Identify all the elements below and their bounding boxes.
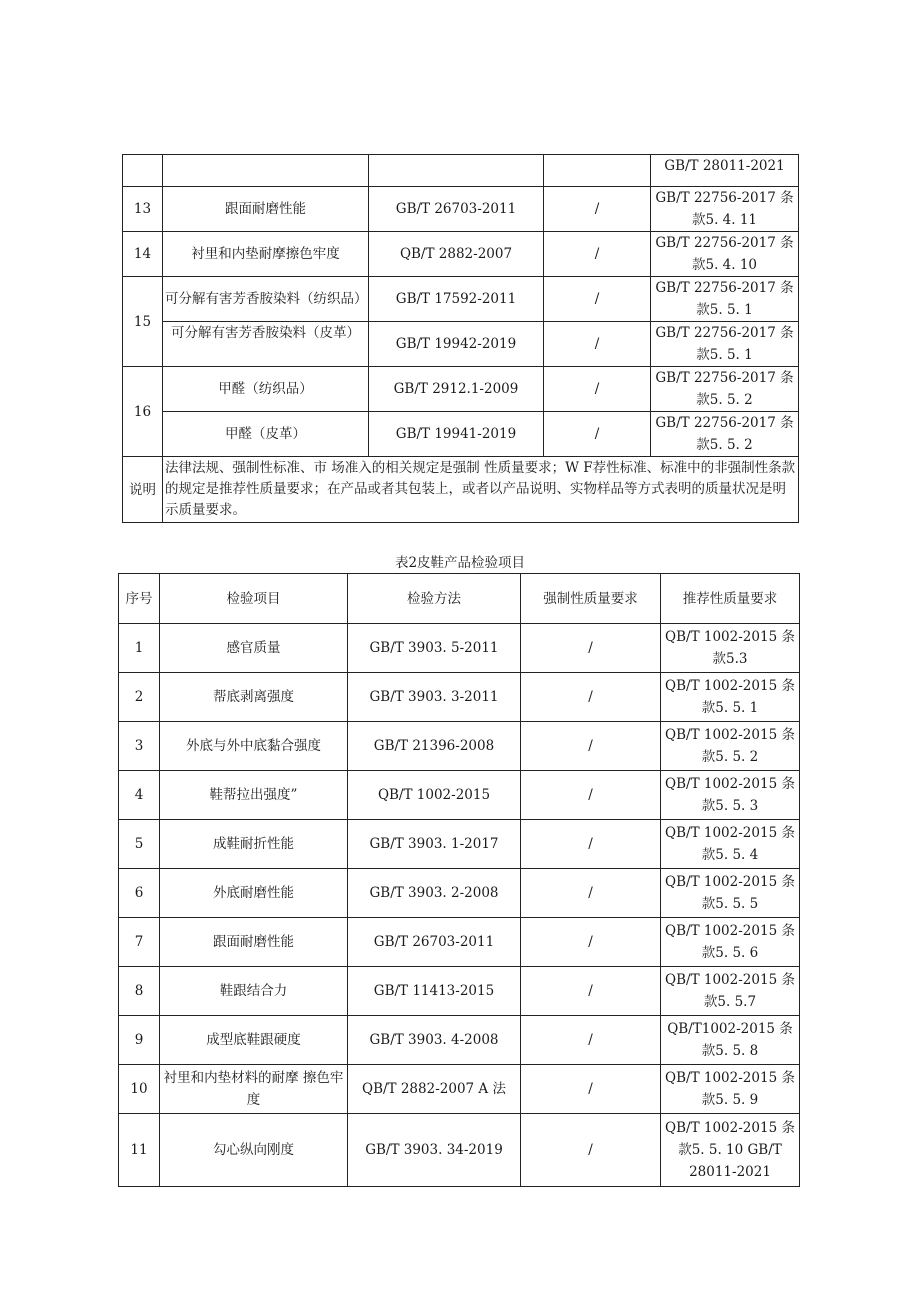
inspection-method: GB/T 26703-2011 — [348, 918, 521, 967]
mandatory-requirement: / — [544, 187, 651, 232]
inspection-method: GB/T 3903. 5-2011 — [348, 624, 521, 673]
inspection-method: GB/T 2912.1-2009 — [369, 367, 544, 412]
table-row — [119, 869, 800, 918]
inspection-method: GB/T 19941-2019 — [369, 412, 544, 457]
table-caption: 表2皮鞋产品检验项目 — [394, 555, 526, 571]
inspection-method: GB/T 26703-2011 — [369, 187, 544, 232]
inspection-method: QB/T 2882-2007 — [369, 232, 544, 277]
inspection-table-continued — [122, 154, 799, 523]
inspection-method: GB/T 21396-2008 — [348, 722, 521, 771]
inspection-method: GB/T 11413-2015 — [348, 967, 521, 1016]
inspection-item: 勾心纵向刚度 — [160, 1114, 348, 1187]
row-number: 8 — [119, 967, 160, 1016]
mandatory-requirement — [544, 155, 651, 187]
note-row — [123, 457, 799, 523]
inspection-item: 跟面耐磨性能 — [160, 918, 348, 967]
mandatory-requirement: / — [521, 624, 661, 673]
table-row — [119, 918, 800, 967]
mandatory-requirement: / — [521, 1114, 661, 1187]
inspection-method: GB/T 3903. 1-2017 — [348, 820, 521, 869]
inspection-item: 成鞋耐折性能 — [160, 820, 348, 869]
inspection-method: GB/T 3903. 4-2008 — [348, 1016, 521, 1065]
row-number: 5 — [119, 820, 160, 869]
header-recommended: 推荐性质量要求 — [661, 574, 800, 624]
inspection-method — [369, 155, 544, 187]
header-method: 检验方法 — [348, 574, 521, 624]
row-number: 2 — [119, 673, 160, 722]
mandatory-requirement: / — [521, 722, 661, 771]
inspection-method: GB/T 19942-2019 — [369, 322, 544, 367]
recommended-requirement: QB/T 1002-2015 条款5.3 — [661, 624, 800, 673]
recommended-requirement: QB/T 1002-2015 条款5. 5. 4 — [661, 820, 800, 869]
recommended-requirement: GB/T 22756-2017 条款5. 5. 1 — [651, 277, 799, 322]
mandatory-requirement: / — [544, 322, 651, 367]
row-number: 7 — [119, 918, 160, 967]
inspection-method: GB/T 3903. 2-2008 — [348, 869, 521, 918]
recommended-requirement: QB/T 1002-2015 条款5. 5. 3 — [661, 771, 800, 820]
row-number: 3 — [119, 722, 160, 771]
inspection-item: 可分解有害芳香胺染料（皮革） — [163, 322, 369, 367]
inspection-method: QB/T 2882-2007 A 法 — [348, 1065, 521, 1114]
table-row — [119, 820, 800, 869]
inspection-item: 帮底剥离强度 — [160, 673, 348, 722]
inspection-item: 甲醛（皮革） — [163, 412, 369, 457]
row-number — [123, 155, 163, 187]
inspection-item — [163, 155, 369, 187]
recommended-requirement: GB/T 22756-2017 条款5. 5. 1 — [651, 322, 799, 367]
mandatory-requirement: / — [521, 869, 661, 918]
mandatory-requirement: / — [521, 1065, 661, 1114]
inspection-method: GB/T 17592-2011 — [369, 277, 544, 322]
recommended-requirement: QB/T 1002-2015 条款5. 5. 1 — [661, 673, 800, 722]
table-row — [123, 232, 799, 277]
row-number: 11 — [119, 1114, 160, 1187]
mandatory-requirement: / — [521, 1016, 661, 1065]
inspection-item: 鞋帮拉出强度” — [160, 771, 348, 820]
row-number: 15 — [123, 277, 163, 367]
recommended-requirement: QB/T1002-2015 条款5. 5. 8 — [661, 1016, 800, 1065]
inspection-item: 衬里和内垫材料的耐摩 擦色牢度 — [160, 1065, 348, 1114]
inspection-item: 外底耐磨性能 — [160, 869, 348, 918]
inspection-item: 感官质量 — [160, 624, 348, 673]
table-row — [119, 771, 800, 820]
recommended-requirement: QB/T 1002-2015 条款5. 5. 2 — [661, 722, 800, 771]
table-row — [119, 673, 800, 722]
recommended-requirement: QB/T 1002-2015 条款5. 5. 6 — [661, 918, 800, 967]
table-row — [119, 1065, 800, 1114]
table-row — [123, 322, 799, 367]
row-number: 1 — [119, 624, 160, 673]
mandatory-requirement: / — [544, 412, 651, 457]
recommended-requirement: QB/T 1002-2015 条款5. 5. 10 GB/T 28011-2021 — [661, 1114, 800, 1187]
mandatory-requirement: / — [521, 967, 661, 1016]
table-row — [119, 722, 800, 771]
recommended-requirement: GB/T 22756-2017 条款5. 4. 10 — [651, 232, 799, 277]
inspection-item: 衬里和内垫耐摩擦色牢度 — [163, 232, 369, 277]
table-row — [123, 277, 799, 322]
inspection-item: 成型底鞋跟硬度 — [160, 1016, 348, 1065]
row-number: 16 — [123, 367, 163, 457]
recommended-requirement: GB/T 22756-2017 条款5. 4. 11 — [651, 187, 799, 232]
table-row — [123, 412, 799, 457]
inspection-method: GB/T 3903. 34-2019 — [348, 1114, 521, 1187]
inspection-item: 甲醛（纺织品） — [163, 367, 369, 412]
row-number: 13 — [123, 187, 163, 232]
inspection-item: 鞋跟结合力 — [160, 967, 348, 1016]
table-row — [119, 1114, 800, 1187]
inspection-item: 跟面耐磨性能 — [163, 187, 369, 232]
row-number: 6 — [119, 869, 160, 918]
mandatory-requirement: / — [544, 367, 651, 412]
mandatory-requirement: / — [521, 673, 661, 722]
row-number: 10 — [119, 1065, 160, 1114]
mandatory-requirement: / — [544, 277, 651, 322]
inspection-item: 外底与外中底黏合强度 — [160, 722, 348, 771]
recommended-requirement: QB/T 1002-2015 条款5. 5. 5 — [661, 869, 800, 918]
header-mandatory: 强制性质量要求 — [521, 574, 661, 624]
table-row — [119, 624, 800, 673]
recommended-requirement: QB/T 1002-2015 条款5. 5. 9 — [661, 1065, 800, 1114]
table-row — [123, 155, 799, 187]
inspection-item: 可分解有害芳香胺染料（纺织品） — [163, 277, 369, 322]
mandatory-requirement: / — [544, 232, 651, 277]
table-row — [119, 1016, 800, 1065]
inspection-method: GB/T 3903. 3-2011 — [348, 673, 521, 722]
mandatory-requirement: / — [521, 820, 661, 869]
mandatory-requirement: / — [521, 918, 661, 967]
row-number: 4 — [119, 771, 160, 820]
row-number: 14 — [123, 232, 163, 277]
header-number: 序号 — [119, 574, 160, 624]
table-row — [123, 367, 799, 412]
recommended-requirement: GB/T 28011-2021 — [651, 155, 799, 187]
recommended-requirement: GB/T 22756-2017 条款5. 5. 2 — [651, 367, 799, 412]
header-item: 检验项目 — [160, 574, 348, 624]
table-row — [119, 967, 800, 1016]
leather-shoe-inspection-table — [118, 573, 800, 1187]
mandatory-requirement: / — [521, 771, 661, 820]
table-header-row — [119, 574, 800, 624]
row-number: 9 — [119, 1016, 160, 1065]
table-row — [123, 187, 799, 232]
note-label: 说明 — [123, 457, 163, 523]
inspection-method: QB/T 1002-2015 — [348, 771, 521, 820]
recommended-requirement: QB/T 1002-2015 条款5. 5.7 — [661, 967, 800, 1016]
recommended-requirement: GB/T 22756-2017 条款5. 5. 2 — [651, 412, 799, 457]
note-text: 法律法规、强制性标准、市 场准入的相关规定是强制 性质量要求；W F荐性标准、标准中的非强制性条款的规定是推荐性质量要求；在产品或者其包装上，或者以产品说明、实物样品等方式表明的质量状况是明示质量要求。 — [163, 457, 799, 523]
